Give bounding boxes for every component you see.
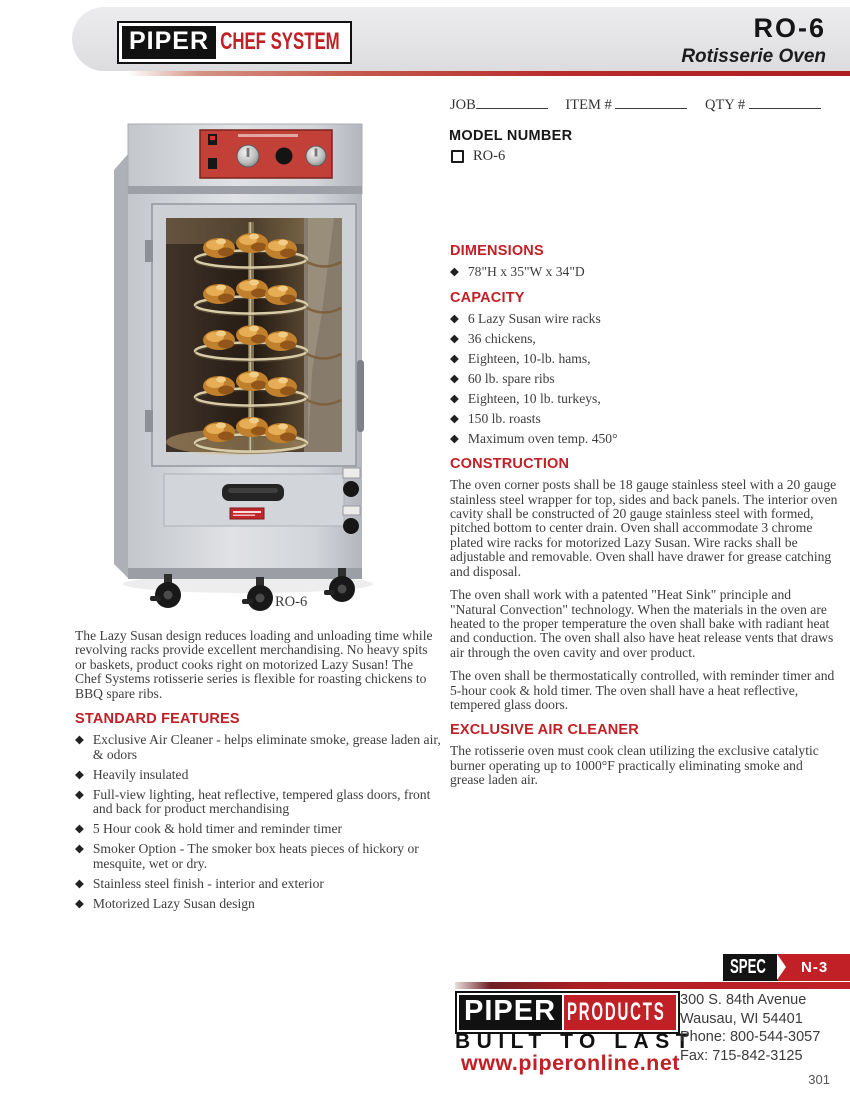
capacity-text: Eighteen, 10-lb. hams,: [467, 350, 591, 366]
feature-list-item: [75, 822, 441, 837]
feature-list-item: [75, 877, 441, 892]
construction-heading: CONSTRUCTION: [450, 456, 570, 473]
intro-paragraph: The Lazy Susan design reduces loading and unloading time while revolving racks provide excellent merchandising. No heavy spits or baskets, product cooks right on motorized Lazy Susan! The Chef Systems rotisserie series is flexible for roasting chickens to BBQ spare ribs.: [75, 628, 433, 701]
footer-divider-bar: [455, 982, 850, 989]
feature-text: Full-view lighting, heat reflective, tempered glass doors, front and back for product merchandising: [92, 786, 431, 817]
left-text-column: [75, 629, 441, 917]
item-label: ITEM #: [565, 97, 612, 113]
model-number-heading: MODEL NUMBER: [449, 128, 573, 144]
dimension-list-item: [450, 265, 838, 280]
figure-caption: RO-6: [275, 594, 308, 610]
air-cleaner-heading: EXCLUSIVE AIR CLEANER: [450, 722, 639, 739]
standard-features-list: [75, 733, 441, 911]
dimension-text: 78"H x 35"W x 34"D: [467, 264, 585, 279]
model-option-label: RO-6: [473, 148, 506, 164]
spec-label: SPEC: [723, 954, 778, 981]
feature-list-item: [75, 768, 441, 783]
feature-text: Heavily insulated: [92, 766, 189, 782]
oven-glass-door: [145, 204, 364, 466]
page-number: 301: [808, 1072, 830, 1087]
phone-line: Phone: 800-544-3057: [680, 1029, 821, 1046]
construction-paragraphs: [450, 478, 838, 712]
model-checkbox[interactable]: [451, 150, 464, 163]
diamond-bullet-icon: ◆: [75, 823, 84, 836]
capacity-list-item: [450, 432, 838, 447]
air-cleaner-paragraphs: [450, 744, 838, 787]
capacity-text: Maximum oven temp. 450°: [467, 430, 618, 446]
capacity-heading: CAPACITY: [450, 289, 525, 306]
oven-control-panel: [200, 130, 332, 178]
job-blank-field[interactable]: [476, 95, 548, 109]
order-form-row: [450, 95, 840, 114]
address-line-2: Wausau, WI 54401: [680, 1010, 803, 1027]
standard-features-heading: STANDARD FEATURES: [75, 711, 240, 728]
rotisserie-oven-illustration: [108, 112, 390, 612]
construction-paragraph: The oven corner posts shall be 18 gauge stainless steel with a 20 gauge stainless steel wrapper for top, sides and back panels. The interior oven cavity shall be constructed of 20 gauge stainless steel with formed, pitched bottom to center drain. Oven shall accommodate 3 chrome plated wire racks for motorized Lazy Susan. Wire racks shall be adjustable and removable. Oven shall have drawer for grease catching and disposal.: [450, 477, 838, 579]
qty-blank-field[interactable]: [749, 95, 821, 109]
footer-brand-products: PRODUCTS: [564, 995, 676, 1030]
oven-top-housing: [128, 124, 362, 206]
diamond-bullet-icon: ◆: [450, 312, 459, 325]
capacity-list-item: [450, 352, 838, 367]
piper-products-logo: [455, 991, 680, 1034]
construction-paragraph: The oven shall be thermostatically controlled, with reminder timer and 5-hour cook & hold timer. The oven shall have a heat reflective, tempered glass doors.: [450, 668, 835, 712]
grease-drawer: [164, 474, 344, 526]
diamond-bullet-icon: ◆: [75, 788, 84, 801]
tagline-built-to-last: BUILT TO LAST: [455, 1030, 696, 1053]
diamond-bullet-icon: ◆: [75, 897, 84, 910]
footer-brand-piper: PIPER: [459, 995, 562, 1030]
air-cleaner-paragraph: The rotisserie oven must cook clean utilizing the exclusive catalytic burner operating up to 1000°F practically eliminating smoke and grease laden air.: [450, 743, 819, 788]
website-link[interactable]: www.piperonline.net: [461, 1051, 680, 1075]
diamond-bullet-icon: ◆: [450, 266, 459, 278]
capacity-list-item: [450, 312, 838, 327]
feature-text: Motorized Lazy Susan design: [92, 895, 255, 911]
capacity-text: 6 Lazy Susan wire racks: [467, 310, 601, 326]
capacity-list: [450, 312, 838, 447]
page-subtitle-product-type: Rotisserie Oven: [681, 46, 826, 67]
address-line-1: 300 S. 84th Avenue: [680, 992, 807, 1008]
capacity-text: Eighteen, 10 lb. turkeys,: [467, 390, 601, 406]
feature-list-item: [75, 897, 441, 912]
diamond-bullet-icon: ◆: [75, 843, 84, 856]
piper-chef-system-logo: [117, 21, 352, 64]
capacity-list-item: [450, 372, 838, 387]
address-block: [680, 991, 820, 1065]
diamond-bullet-icon: ◆: [75, 734, 84, 747]
diamond-bullet-icon: ◆: [450, 352, 459, 365]
spec-badge: [723, 954, 850, 981]
job-label: JOB: [450, 97, 476, 113]
capacity-text: 60 lb. spare ribs: [467, 370, 555, 386]
feature-list-item: [75, 788, 441, 817]
feature-text: Exclusive Air Cleaner - helps eliminate smoke, grease laden air, & odors: [92, 732, 441, 762]
diamond-bullet-icon: ◆: [450, 432, 459, 445]
brand-piper-label: PIPER: [122, 26, 216, 59]
feature-text: Stainless steel finish - interior and exterior: [92, 875, 324, 891]
spec-arrow-icon: [778, 954, 789, 981]
qty-label: QTY #: [704, 97, 746, 113]
capacity-list-item: [450, 392, 838, 407]
diamond-bullet-icon: ◆: [450, 412, 459, 425]
feature-text: 5 Hour cook & hold timer and reminder timer: [92, 821, 343, 837]
capacity-list-item: [450, 332, 838, 347]
dimensions-heading: DIMENSIONS: [450, 243, 544, 259]
capacity-text: 36 chickens,: [467, 330, 536, 346]
brand-chef-system-label: CHEF SYSTEM: [220, 28, 340, 55]
spec-number: N-3: [789, 954, 850, 981]
diamond-bullet-icon: ◆: [75, 768, 84, 781]
capacity-list-item: [450, 412, 838, 427]
model-option-row: [451, 148, 505, 165]
diamond-bullet-icon: ◆: [75, 877, 84, 890]
diamond-bullet-icon: ◆: [450, 372, 459, 385]
page-title-model: RO-6: [753, 13, 826, 43]
capacity-text: 150 lb. roasts: [467, 410, 541, 426]
construction-paragraph: The oven shall work with a patented "Heat Sink" principle and "Natural Convection" technology. When the materials in the oven are heated to the proper temperature the oven shall bake with radiant heat and conduction. The oven shall also have heat release vents that draws air through the oven cavity and over product.: [450, 587, 834, 660]
feature-list-item: [75, 733, 441, 762]
fax-line: Fax: 715-842-3125: [680, 1047, 803, 1064]
item-blank-field[interactable]: [615, 95, 687, 109]
feature-text: Smoker Option - The smoker box heats pieces of hickory or mesquite, wet or dry.: [92, 841, 419, 871]
header-divider: [128, 71, 850, 76]
diamond-bullet-icon: ◆: [450, 392, 459, 405]
dimensions-list: [450, 265, 838, 280]
right-text-column: [450, 243, 838, 797]
product-photo-rotisserie-oven: [108, 112, 390, 612]
diamond-bullet-icon: ◆: [450, 332, 459, 345]
feature-list-item: [75, 842, 441, 871]
